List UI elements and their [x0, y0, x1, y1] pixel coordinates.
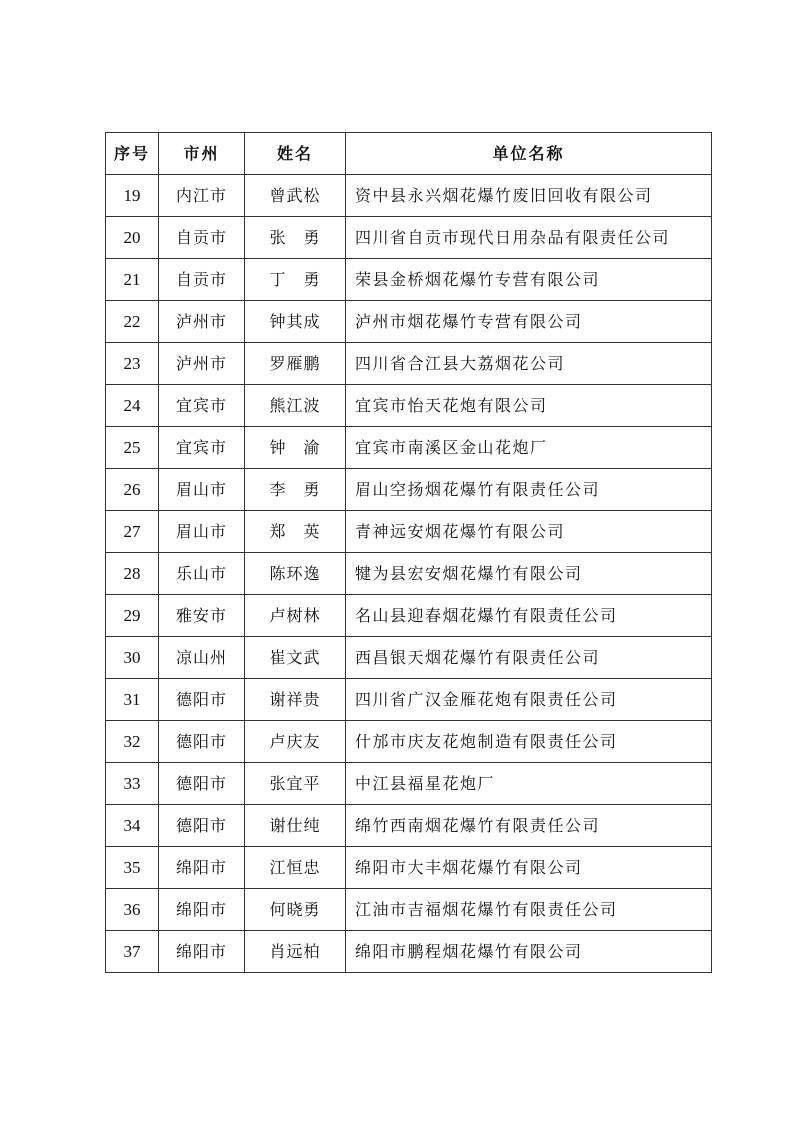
cell-unit-name: 犍为县宏安烟花爆竹有限公司 — [346, 553, 712, 595]
table-row — [106, 805, 712, 847]
cell-serial-number: 27 — [106, 511, 159, 553]
table-row — [106, 427, 712, 469]
cell-unit-name: 青神远安烟花爆竹有限公司 — [346, 511, 712, 553]
header-city: 市州 — [159, 133, 245, 175]
header-name: 姓名 — [245, 133, 346, 175]
cell-city: 乐山市 — [159, 553, 245, 595]
cell-city: 凉山州 — [159, 637, 245, 679]
cell-serial-number: 21 — [106, 259, 159, 301]
header-unit-name: 单位名称 — [346, 133, 712, 175]
cell-name: 曾武松 — [245, 175, 346, 217]
cell-serial-number: 33 — [106, 763, 159, 805]
cell-name: 谢仕纯 — [245, 805, 346, 847]
cell-unit-name: 泸州市烟花爆竹专营有限公司 — [346, 301, 712, 343]
table-row — [106, 469, 712, 511]
cell-unit-name: 眉山空扬烟花爆竹有限责任公司 — [346, 469, 712, 511]
cell-unit-name: 四川省合江县大荔烟花公司 — [346, 343, 712, 385]
cell-name: 钟 渝 — [245, 427, 346, 469]
cell-name: 张宜平 — [245, 763, 346, 805]
cell-serial-number: 28 — [106, 553, 159, 595]
cell-unit-name: 绵阳市大丰烟花爆竹有限公司 — [346, 847, 712, 889]
table-row — [106, 847, 712, 889]
cell-name: 陈环逸 — [245, 553, 346, 595]
cell-city: 泸州市 — [159, 343, 245, 385]
table-row — [106, 217, 712, 259]
cell-unit-name: 绵阳市鹏程烟花爆竹有限公司 — [346, 931, 712, 973]
cell-city: 绵阳市 — [159, 931, 245, 973]
cell-city: 宜宾市 — [159, 427, 245, 469]
cell-unit-name: 名山县迎春烟花爆竹有限责任公司 — [346, 595, 712, 637]
cell-city: 德阳市 — [159, 805, 245, 847]
cell-serial-number: 25 — [106, 427, 159, 469]
cell-serial-number: 22 — [106, 301, 159, 343]
cell-unit-name: 宜宾市怡天花炮有限公司 — [346, 385, 712, 427]
table-row — [106, 511, 712, 553]
table-body — [106, 175, 712, 973]
header-serial-number: 序号 — [106, 133, 159, 175]
table-row — [106, 385, 712, 427]
cell-serial-number: 31 — [106, 679, 159, 721]
cell-name: 肖远柏 — [245, 931, 346, 973]
cell-serial-number: 30 — [106, 637, 159, 679]
cell-serial-number: 32 — [106, 721, 159, 763]
table-row — [106, 889, 712, 931]
cell-name: 罗雁鹏 — [245, 343, 346, 385]
cell-serial-number: 19 — [106, 175, 159, 217]
table-row — [106, 343, 712, 385]
cell-unit-name: 宜宾市南溪区金山花炮厂 — [346, 427, 712, 469]
cell-city: 绵阳市 — [159, 847, 245, 889]
cell-city: 内江市 — [159, 175, 245, 217]
table-row — [106, 931, 712, 973]
cell-serial-number: 34 — [106, 805, 159, 847]
cell-name: 熊江波 — [245, 385, 346, 427]
cell-city: 德阳市 — [159, 721, 245, 763]
cell-name: 丁 勇 — [245, 259, 346, 301]
table-row — [106, 595, 712, 637]
unit-list-table — [105, 132, 712, 973]
table-row — [106, 259, 712, 301]
table-row — [106, 301, 712, 343]
cell-name: 崔文武 — [245, 637, 346, 679]
cell-serial-number: 35 — [106, 847, 159, 889]
cell-name: 谢祥贵 — [245, 679, 346, 721]
cell-city: 眉山市 — [159, 511, 245, 553]
cell-city: 绵阳市 — [159, 889, 245, 931]
cell-unit-name: 荣县金桥烟花爆竹专营有限公司 — [346, 259, 712, 301]
table-row — [106, 553, 712, 595]
cell-city: 眉山市 — [159, 469, 245, 511]
table-row — [106, 175, 712, 217]
cell-city: 宜宾市 — [159, 385, 245, 427]
cell-city: 自贡市 — [159, 259, 245, 301]
table-row — [106, 679, 712, 721]
cell-unit-name: 中江县福星花炮厂 — [346, 763, 712, 805]
cell-name: 张 勇 — [245, 217, 346, 259]
cell-unit-name: 绵竹西南烟花爆竹有限责任公司 — [346, 805, 712, 847]
cell-name: 李 勇 — [245, 469, 346, 511]
cell-serial-number: 26 — [106, 469, 159, 511]
cell-serial-number: 20 — [106, 217, 159, 259]
table-row — [106, 763, 712, 805]
cell-serial-number: 29 — [106, 595, 159, 637]
cell-unit-name: 西昌银天烟花爆竹有限责任公司 — [346, 637, 712, 679]
cell-unit-name: 四川省自贡市现代日用杂品有限责任公司 — [346, 217, 712, 259]
cell-city: 雅安市 — [159, 595, 245, 637]
cell-city: 泸州市 — [159, 301, 245, 343]
cell-unit-name: 资中县永兴烟花爆竹废旧回收有限公司 — [346, 175, 712, 217]
cell-name: 何晓勇 — [245, 889, 346, 931]
cell-serial-number: 23 — [106, 343, 159, 385]
cell-name: 郑 英 — [245, 511, 346, 553]
table-header-row — [106, 133, 712, 175]
cell-unit-name: 四川省广汉金雁花炮有限责任公司 — [346, 679, 712, 721]
cell-serial-number: 36 — [106, 889, 159, 931]
cell-name: 钟其成 — [245, 301, 346, 343]
cell-city: 德阳市 — [159, 679, 245, 721]
cell-name: 卢树林 — [245, 595, 346, 637]
cell-serial-number: 24 — [106, 385, 159, 427]
table-row — [106, 637, 712, 679]
cell-city: 德阳市 — [159, 763, 245, 805]
cell-city: 自贡市 — [159, 217, 245, 259]
cell-serial-number: 37 — [106, 931, 159, 973]
cell-name: 卢庆友 — [245, 721, 346, 763]
cell-unit-name: 什邡市庆友花炮制造有限责任公司 — [346, 721, 712, 763]
table-row — [106, 721, 712, 763]
cell-name: 江恒忠 — [245, 847, 346, 889]
cell-unit-name: 江油市吉福烟花爆竹有限责任公司 — [346, 889, 712, 931]
